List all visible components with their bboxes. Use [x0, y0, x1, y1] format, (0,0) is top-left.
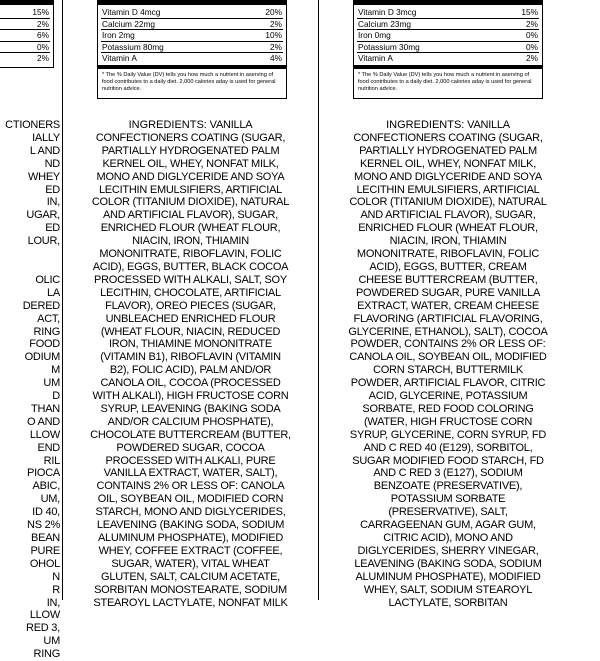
nutrient-row: [357, 7, 539, 19]
ingredient-line: [5, 248, 60, 261]
ingredient-line: LEAVENING (BAKING SODA, SODIUM: [96, 519, 285, 532]
right-nutrition-facts: [353, 0, 543, 99]
ingredient-line: NIACIN, IRON, THIAMIN: [389, 235, 507, 248]
ingredient-line: LECITHIN EMULSIFIERS, ARTIFICIAL: [98, 183, 283, 196]
footnote-line: day is used for general nutrition advice.: [358, 79, 532, 93]
ingredient-line: LECITHIN, CHOCOLATE, ARTIFICIAL: [100, 286, 281, 299]
ingredient-line: M: [51, 364, 60, 377]
footnote-line: * The % Daily Value (DV) tells you how much a nutrient in a: [358, 71, 505, 78]
ingredient-line: CARRAGEENAN GUM, AGAR GUM,: [360, 519, 536, 532]
ingredient-line: OHOL: [29, 557, 60, 570]
ingredient-line: AND ARTIFICIAL FLAVOR), SUGAR,: [102, 209, 279, 222]
ingredient-line: PARTIALLY HYDROGENATED PALM: [359, 144, 537, 157]
nutrient-daily-value: 20%: [265, 7, 282, 17]
ingredient-line: ACT,: [37, 312, 60, 325]
nutrient-daily-value: 2%: [526, 53, 538, 64]
ingredient-line: ND: [44, 157, 60, 170]
ingredient-line: CITRIC ACID), MONO AND: [383, 532, 513, 544]
nutrient-daily-value: 2%: [37, 18, 49, 29]
right-ingredients-heading: INGREDIENTS: VANILLA: [386, 119, 510, 131]
nutrient-name: Vitamin A: [102, 53, 137, 64]
ingredient-line: SYRUP, LEAVENING (BAKING SODA: [100, 402, 281, 415]
ingredient-line: POWDER, CONTAINS 2% OR LESS OF:: [350, 338, 546, 351]
ingredient-line: (WATER, HIGH FRUCTOSE CORN: [363, 415, 533, 428]
nutrient-daily-value: 2%: [270, 41, 282, 52]
ingredient-line: MONO AND DIGLYCERIDE AND SOYA: [96, 170, 285, 183]
ingredient-line: CHOCOLATE BUTTERCREAM (BUTTER,: [90, 428, 291, 441]
nutrient-name: Iron 2mg: [102, 30, 135, 41]
ingredient-line: VANILLA EXTRACT, WATER, SALT),: [103, 467, 278, 480]
ingredient-line: CONFECTIONERS COATING (SUGAR,: [353, 131, 543, 144]
nutrient-daily-value: 10%: [265, 30, 282, 41]
nutrient-row: [357, 30, 539, 42]
nutrient-row: [0, 19, 50, 31]
ingredient-line: SYRUP, GLYCERINE, CORN SYRUP, FD: [349, 428, 547, 441]
ingredient-line: SUGAR, WATER), VITAL WHEAT: [111, 557, 270, 570]
ingredient-line: KERNEL OIL, WHEY, NONFAT MILK,: [359, 157, 537, 170]
ingredient-line: ACID, GLYCERINE, POTASSIUM: [368, 390, 528, 403]
nutrient-daily-value: 6%: [37, 30, 49, 41]
ingredient-line: RING: [33, 325, 60, 338]
ingredient-line: POWDERED SUGAR, COCOA: [116, 441, 265, 454]
ingredient-line: IN,: [46, 596, 60, 609]
ingredient-line: AND ARTIFICIAL FLAVOR), SUGAR,: [360, 209, 536, 222]
ingredient-line: DIGLYCERIDES, SHERRY VINEGAR,: [357, 544, 539, 557]
ingredient-line: ACID), EGGS, BUTTER, CREAM: [369, 260, 527, 273]
ingredient-line: FLAVORING (ARTIFICIAL FLAVORING,: [353, 312, 543, 325]
ingredient-line: CHEESE BUTTERCREAM (BUTTER,: [358, 273, 538, 286]
ingredient-line: (WHEAT FLOUR, NIACIN, REDUCED: [100, 325, 281, 338]
footnote-line: * The % Daily Value (DV) tells you how much a nutrient in a: [102, 71, 249, 78]
right-ingredients: [319, 119, 577, 609]
ingredient-line: IALLY: [32, 131, 60, 144]
middle-ingredients: [63, 119, 318, 609]
ingredient-line: DERED: [22, 299, 60, 312]
ingredient-line: ALUMINUM PHOSPHATE), MODIFIED: [355, 570, 541, 583]
ingredient-line: GLUTEN, SALT, CALCIUM ACETATE,: [101, 570, 280, 583]
ingredient-line: AND/OR CALCIUM PHOSPHATE),: [107, 415, 274, 428]
ingredient-line: [5, 261, 60, 274]
ingredient-line: R: [52, 583, 60, 596]
nutrient-daily-value: 4%: [270, 53, 282, 64]
left-panel: [0, 0, 62, 661]
ingredient-line: ACID), EGGS, BUTTER, BLACK COCOA: [92, 260, 289, 273]
ingredient-line: O AND: [27, 415, 60, 428]
ingredient-line: STEAROYL LACTYLATE, NONFAT MILK: [93, 596, 288, 609]
ingredient-line: BENZOATE (PRESERVATIVE),: [373, 480, 523, 493]
ingredient-line: MONONITRATE, RIBOFLAVIN, FOLIC: [356, 248, 540, 261]
ingredient-line: CANOLA OIL, COCOA (PROCESSED: [100, 377, 281, 390]
ingredient-line: KERNEL OIL, WHEY, NONFAT MILK,: [102, 157, 279, 170]
ingredient-line: PROCESSED WITH ALKALI, SALT, SOY: [94, 273, 287, 286]
ingredient-line: COLOR (TITANIUM DIOXIDE), NATURAL: [349, 196, 547, 209]
right-daily-value-footnote: [357, 72, 539, 98]
ingredient-line: PIOCA: [27, 467, 60, 480]
ingredient-line: IN,: [46, 196, 60, 209]
middle-ingredients-label: INGREDIENTS:: [128, 119, 207, 131]
ingredient-line: UM: [43, 377, 60, 390]
ingredient-line: WHEY, SALT, SODIUM STEAROYL: [363, 583, 533, 596]
ingredient-line: D: [52, 390, 60, 403]
ingredient-line: ED: [45, 222, 60, 235]
middle-ingredients-heading: INGREDIENTS: VANILLA: [128, 119, 253, 131]
nutrient-name: Calcium 23mg: [358, 18, 412, 29]
ingredient-line: PURE: [30, 544, 60, 557]
ingredient-line: COLOR (TITANIUM DIOXIDE), NATURAL: [91, 196, 290, 209]
ingredient-line: CANOLA OIL, SOYBEAN OIL, MODIFIED: [349, 351, 547, 364]
nutrient-name: Vitamin A: [358, 53, 393, 64]
right-panel: [319, 0, 600, 609]
ingredient-line: ABIC,: [32, 480, 60, 493]
nutrient-row: [101, 53, 283, 64]
nutrient-daily-value: 15%: [521, 7, 538, 17]
nutrient-daily-value: 2%: [270, 18, 282, 29]
nutrient-row: [0, 53, 50, 64]
ingredient-line: MONO AND DIGLYCERIDE AND SOYA: [354, 170, 542, 183]
middle-daily-value-footnote: [101, 72, 283, 98]
nutrient-name: Potassium 80mg: [102, 41, 164, 52]
ingredient-line: NIACIN, IRON, THIAMIN: [132, 235, 249, 248]
ingredient-line: SORBATE, RED FOOD COLORING: [362, 402, 534, 415]
ingredient-line: OLIC: [35, 273, 60, 286]
ingredient-line: OIL, SOYBEAN OIL, MODIFIED CORN: [97, 493, 284, 506]
ingredient-line: PROCESSED WITH ALKALI, PURE: [105, 454, 276, 467]
ingredient-line: ODIUM: [24, 351, 60, 364]
ingredient-line: LEAVENING (BAKING SODA, SODIUM: [354, 557, 542, 570]
ingredient-line: WHEY, COFFEE EXTRACT (COFFEE,: [98, 544, 283, 557]
ingredient-line: ENRICHED FLOUR (WHEAT FLOUR,: [358, 222, 538, 235]
nutrient-name: Calcium 22mg: [102, 18, 156, 29]
middle-nutrient-rows: [101, 7, 283, 64]
ingredient-line: LA: [47, 286, 60, 299]
ingredient-line: NS 2%: [27, 519, 60, 532]
nutrient-row: [101, 30, 283, 42]
ingredient-line: EXTRACT, WATER, CREAM CHEESE: [357, 299, 539, 312]
ingredient-line: MONONITRATE, RIBOFLAVIN, FOLIC: [99, 248, 282, 261]
ingredient-line: WITH ALKALI), HIGH FRUCTOSE CORN: [92, 390, 289, 403]
ingredient-line: (VITAMIN B1), RIBOFLAVIN (VITAMIN: [100, 351, 281, 364]
ingredient-line: L AND: [29, 144, 60, 157]
ingredient-line: (PRESERVATIVE), SALT,: [388, 506, 508, 519]
ingredient-line: UGAR,: [26, 209, 60, 222]
nutrient-row: [0, 7, 50, 19]
nutrient-daily-value: 0%: [526, 30, 538, 41]
ingredient-line: B2), FOLIC ACID), PALM AND/OR: [109, 364, 272, 377]
ingredient-line: LLOW: [29, 609, 60, 622]
ingredient-line: AND C RED 3 (E127), SODIUM: [373, 467, 523, 480]
nutrient-daily-value: 2%: [526, 18, 538, 29]
nutrient-daily-value: 0%: [526, 41, 538, 52]
nutrient-daily-value: 0%: [37, 41, 49, 52]
ingredient-line: END: [37, 441, 60, 454]
nutrient-row: [101, 7, 283, 19]
ingredient-line: CONFECTIONERS COATING (SUGAR,: [95, 131, 286, 144]
nutrient-name: Vitamin D 3mcg: [358, 7, 417, 17]
ingredient-line: POTASSIUM SORBATE: [390, 493, 506, 506]
ingredient-line: LECITHIN EMULSIFIERS, ARTIFICIAL: [356, 183, 540, 196]
ingredient-line: LOUR,: [27, 235, 60, 248]
ingredient-line: RED 3,: [26, 622, 60, 635]
ingredient-line: SUGAR MODIFIED FOOD STARCH, FD: [352, 454, 544, 467]
ingredient-line: SORBITAN MONOSTEARATE, SODIUM: [94, 583, 287, 596]
nutrient-row: [101, 42, 283, 54]
right-nutrient-rows: [357, 7, 539, 64]
nutrient-row: [357, 19, 539, 31]
left-nutrient-rows: [0, 7, 50, 64]
ingredient-line: POWDER, ARTIFICIAL FLAVOR, CITRIC: [350, 377, 546, 390]
ingredient-line: N: [52, 570, 60, 583]
ingredient-line: UM: [43, 635, 60, 648]
ingredient-line: RING: [33, 648, 60, 661]
ingredient-line: LACTYLATE, SORBITAN: [388, 596, 508, 609]
middle-nutrition-facts: [97, 0, 287, 99]
nutrient-row: [357, 53, 539, 64]
ingredient-line: ALUMINUM PHOSPHATE), MODIFIED: [97, 532, 284, 544]
left-ingredients: [5, 119, 60, 661]
ingredient-line: CONTAINS 2% OR LESS OF: CANOLA: [96, 480, 285, 493]
ingredient-line: POWDERED SUGAR, PURE VANILLA: [355, 286, 541, 299]
ingredient-line: CTIONERS: [5, 119, 60, 131]
ingredient-line: CORN STARCH, BUTTERMILK: [373, 364, 523, 377]
ingredient-line: UM,: [40, 493, 60, 506]
nutrient-name: Iron 0mg: [358, 30, 391, 41]
ingredient-line: ID 40,: [32, 506, 60, 519]
ingredient-line: UNBLEACHED ENRICHED FLOUR: [105, 312, 276, 325]
ingredient-line: GLYCERINE, ETHANOL), SALT), COCOA: [348, 325, 548, 338]
ingredient-line: LLOW: [29, 428, 60, 441]
nutrient-row: [0, 42, 50, 54]
ingredient-line: ED: [45, 183, 60, 196]
ingredient-line: WHEY: [28, 170, 60, 183]
nutrient-daily-value: 15%: [32, 7, 49, 17]
footnote-line: serving of food contributes to a daily diet. 2,000 calories a: [358, 71, 530, 86]
nutrient-row: [101, 19, 283, 31]
ingredient-line: RIL: [43, 454, 60, 467]
nutrient-name: Potassium 30mg: [358, 41, 420, 52]
ingredient-line: PARTIALLY HYDROGENATED PALM: [101, 144, 280, 157]
left-nutrition-facts: [0, 0, 54, 68]
ingredient-line: FLAVOR), OREO PIECES (SUGAR,: [105, 299, 276, 312]
middle-panel: [63, 0, 318, 609]
ingredient-line: IRON, THIAMINE MONONITRATE: [109, 338, 272, 351]
ingredient-line: ENRICHED FLOUR (WHEAT FLOUR,: [100, 222, 281, 235]
nutrient-row: [0, 30, 50, 42]
ingredient-line: STARCH, MONO AND DIGLYCERIDES,: [95, 506, 286, 519]
footnote-line: day is used for general nutrition advice.: [102, 79, 276, 93]
nutrient-daily-value: 2%: [37, 53, 49, 64]
right-ingredients-label: INGREDIENTS:: [386, 119, 465, 131]
ingredient-line: AND C RED 40 (E129), SORBITOL,: [363, 441, 533, 454]
ingredient-line: BEAN: [31, 532, 60, 544]
ingredient-line: THAN: [31, 402, 60, 415]
ingredient-line: FOOD: [29, 338, 60, 351]
nutrient-row: [357, 42, 539, 54]
footnote-line: serving of food contributes to a daily diet. 2,000 calories a: [102, 71, 274, 86]
nutrient-name: Vitamin D 4mcg: [102, 7, 161, 17]
